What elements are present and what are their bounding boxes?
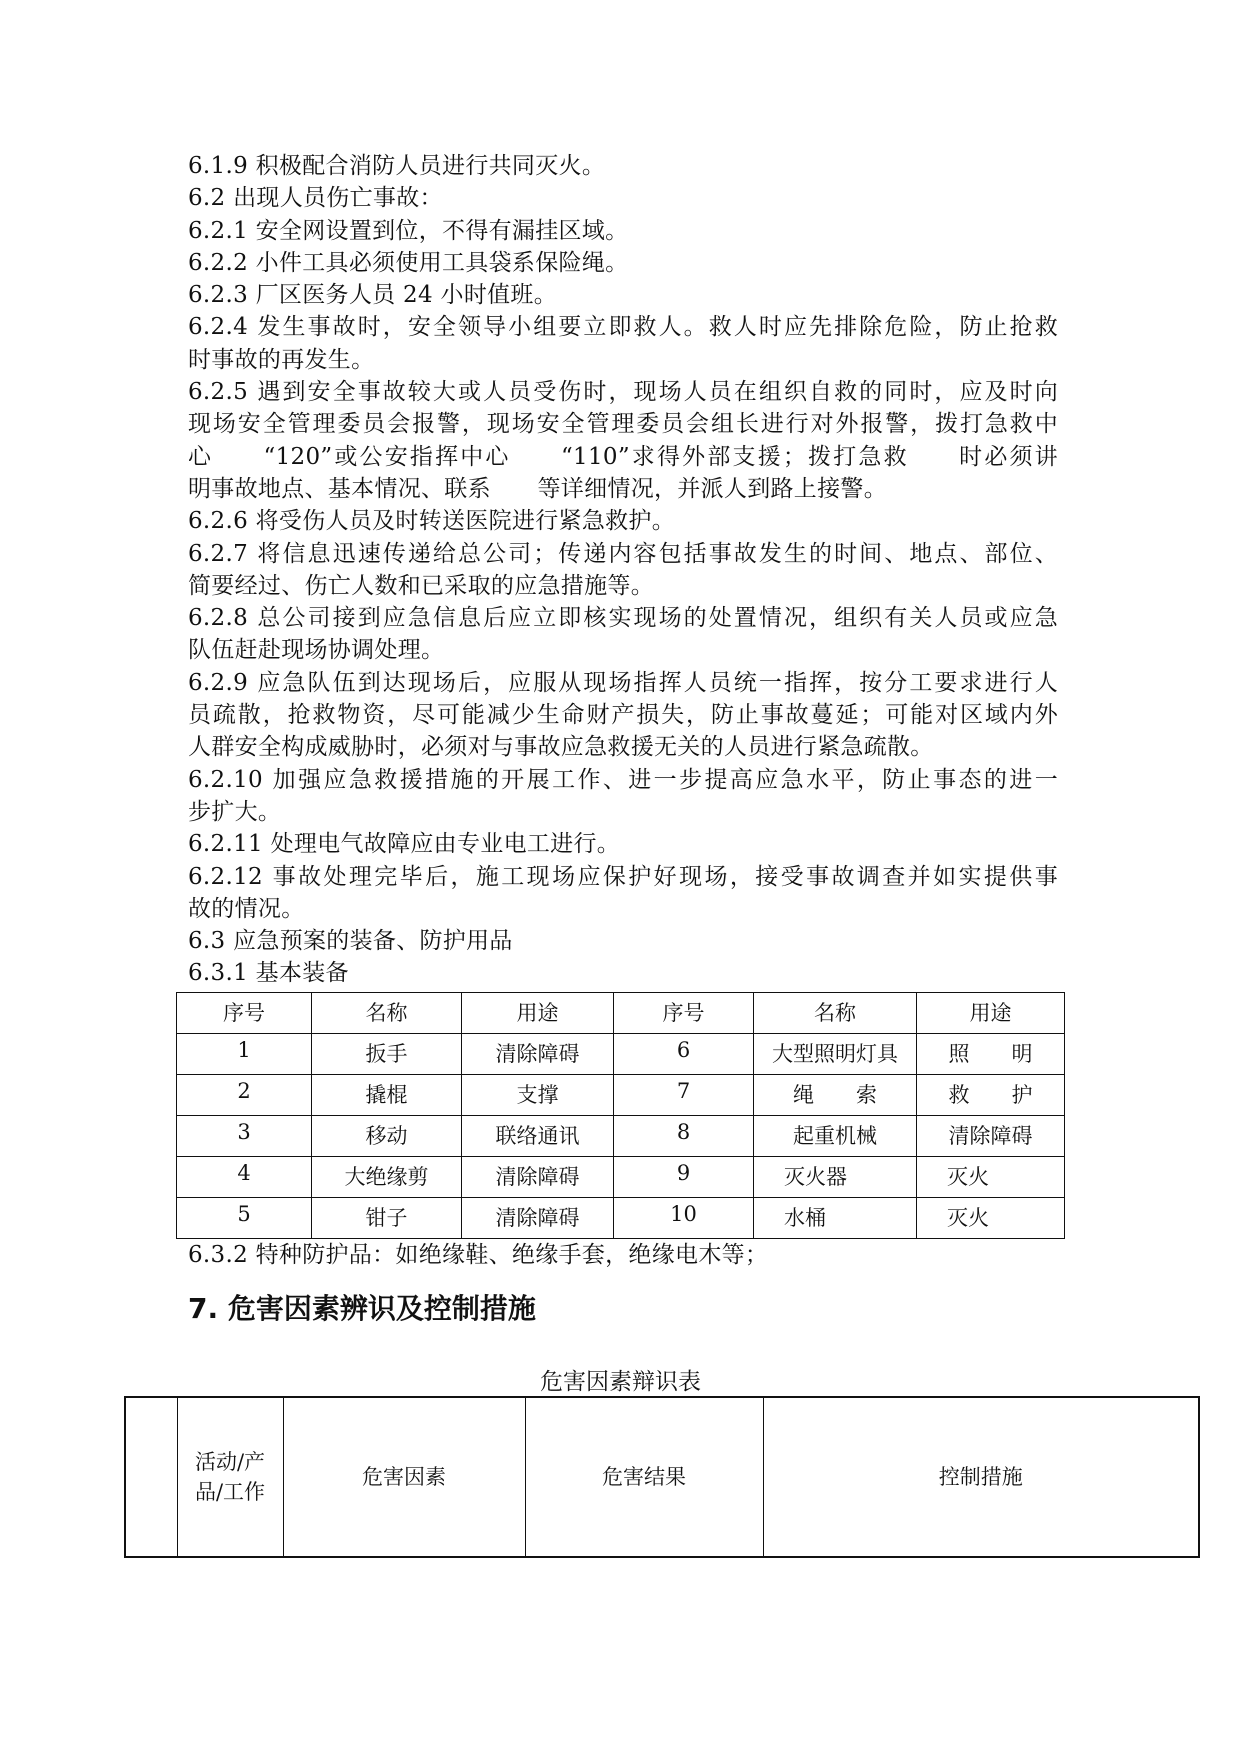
table-row xyxy=(177,1197,1065,1238)
equipment-header-cell: 序号 xyxy=(177,992,312,1033)
paragraph-line: 6.3.1 基本装备 xyxy=(188,960,349,987)
table-cell: 移动 xyxy=(312,1115,462,1156)
table-cell: 钳子 xyxy=(312,1197,462,1238)
table-row xyxy=(177,1074,1065,1115)
paragraph-line: 员疏散，抢救物资，尽可能减少生命财产损失，防止事故蔓延；可能对区域内外 xyxy=(188,702,1058,729)
paragraph-line: 明事故地点、基本情况、联系 等详细情况，并派人到路上接警。 xyxy=(188,475,887,502)
table-cell: 5 xyxy=(177,1197,312,1238)
paragraph-line: 时事故的再发生。 xyxy=(188,346,375,373)
hazard-table-caption: 危害因素辩识表 xyxy=(540,1369,701,1395)
hazard-table xyxy=(124,1396,1200,1558)
table-cell: 2 xyxy=(177,1074,312,1115)
paragraph-line: 6.2.2 小件工具必须使用工具袋系保险绳。 xyxy=(188,249,629,276)
paragraph-line: 步扩大。 xyxy=(188,798,282,825)
paragraph-line: 6.2.4 发生事故时，安全领导小组要立即救人。救人时应先排除危险，防止抢救 xyxy=(188,314,1058,341)
paragraph-line: 人群安全构成威胁时，必须对与事故应急救援无关的人员进行紧急疏散。 xyxy=(188,734,934,761)
table-cell: 大绝缘剪 xyxy=(312,1156,462,1197)
table-cell: 清除障碍 xyxy=(462,1156,614,1197)
equipment-header-cell: 用途 xyxy=(462,992,614,1033)
equipment-header-cell: 序号 xyxy=(614,992,754,1033)
table-cell: 撬棍 xyxy=(312,1074,462,1115)
table-cell: 起重机械 xyxy=(754,1115,917,1156)
table-cell: 6 xyxy=(614,1033,754,1074)
table-cell: 大型照明灯具 xyxy=(754,1033,917,1074)
table-row xyxy=(177,1156,1065,1197)
table-cell: 照 明 xyxy=(917,1033,1065,1074)
hazard-header-result: 危害结果 xyxy=(525,1397,763,1557)
paragraph-line: 6.2.8 总公司接到应急信息后应立即核实现场的处置情况，组织有关人员或应急 xyxy=(188,605,1058,632)
paragraph-line: 6.1.9 积极配合消防人员进行共同灭火。 xyxy=(188,153,606,179)
hazard-header-activity xyxy=(177,1397,283,1557)
hazard-header-control: 控制措施 xyxy=(763,1397,1199,1557)
paragraph-line: 队伍赶赴现场协调处理。 xyxy=(188,637,445,664)
table-cell: 灭火 xyxy=(917,1156,1065,1197)
table-cell: 9 xyxy=(614,1156,754,1197)
document-body xyxy=(188,150,1058,1329)
table-cell: 水桶 xyxy=(754,1197,917,1238)
table-cell: 扳手 xyxy=(312,1033,462,1074)
paragraph-line: 6.2.5 遇到安全事故较大或人员受伤时，现场人员在组织自救的同时，应及时向 xyxy=(188,379,1058,406)
paragraph-line: 6.2.7 将信息迅速传递给总公司；传递内容包括事故发生的时间、地点、部位、 xyxy=(188,540,1058,567)
table-cell: 灭火 xyxy=(917,1197,1065,1238)
paragraph-line: 6.2.10 加强应急救援措施的开展工作、进一步提高应急水平，防止事态的进一 xyxy=(188,766,1058,793)
equipment-header-row xyxy=(177,992,1065,1033)
table-cell: 3 xyxy=(177,1115,312,1156)
equipment-header-cell: 名称 xyxy=(754,992,917,1033)
equipment-table xyxy=(176,992,1065,1239)
table-cell: 清除障碍 xyxy=(462,1033,614,1074)
table-row xyxy=(177,1033,1065,1074)
paragraph-line: 6.2.3 厂区医务人员 24 小时值班。 xyxy=(188,282,558,309)
special-protection-paragraph: 6.3.2 特种防护品：如绝缘鞋、绝缘手套，绝缘电木等； xyxy=(188,1241,769,1268)
paragraph-line: 故的情况。 xyxy=(188,895,305,922)
equipment-header-cell: 名称 xyxy=(312,992,462,1033)
table-cell: 8 xyxy=(614,1115,754,1156)
table-cell: 10 xyxy=(614,1197,754,1238)
table-cell: 清除障碍 xyxy=(462,1197,614,1238)
paragraph-line: 现场安全管理委员会报警，现场安全管理委员会组长进行对外报警，拨打急救中 xyxy=(188,411,1058,438)
table-cell: 支撑 xyxy=(462,1074,614,1115)
paragraph-list xyxy=(188,150,1058,990)
hazard-header-factor: 危害因素 xyxy=(283,1397,525,1557)
table-cell: 7 xyxy=(614,1074,754,1115)
equipment-header-cell: 用途 xyxy=(917,992,1065,1033)
paragraph-line: 6.2.12 事故处理完毕后，施工现场应保护好现场，接受事故调查并如实提供事 xyxy=(188,863,1058,890)
section-7-title: 7. 危害因素辨识及控制措施 xyxy=(188,1292,536,1326)
paragraph-line: 6.2 出现人员伤亡事故： xyxy=(188,185,443,212)
table-cell: 绳 索 xyxy=(754,1074,917,1115)
paragraph-line: 6.2.6 将受伤人员及时转送医院进行紧急救护。 xyxy=(188,508,676,535)
hazard-header-activity-label: 活动/产品/工作 xyxy=(194,1450,266,1504)
table-cell: 清除障碍 xyxy=(917,1115,1065,1156)
table-cell: 4 xyxy=(177,1156,312,1197)
paragraph-line: 6.2.1 安全网设置到位，不得有漏挂区域。 xyxy=(188,217,629,244)
table-row xyxy=(177,1115,1065,1156)
paragraph-line: 6.3 应急预案的装备、防护用品 xyxy=(188,928,513,955)
hazard-header-row xyxy=(125,1397,1199,1557)
hazard-header-blank xyxy=(125,1397,177,1557)
table-cell: 救 护 xyxy=(917,1074,1065,1115)
table-cell: 联络通讯 xyxy=(462,1115,614,1156)
paragraph-line: 心 “120”或公安指挥中心 “110”求得外部支援；拨打急救 时必须讲 xyxy=(188,443,1058,470)
table-cell: 1 xyxy=(177,1033,312,1074)
paragraph-line: 6.2.11 处理电气故障应由专业电工进行。 xyxy=(188,831,621,858)
table-cell: 灭火器 xyxy=(754,1156,917,1197)
paragraph-line: 6.2.9 应急队伍到达现场后，应服从现场指挥人员统一指挥，按分工要求进行人 xyxy=(188,669,1058,696)
paragraph-line: 简要经过、伤亡人数和已采取的应急措施等。 xyxy=(188,572,654,599)
